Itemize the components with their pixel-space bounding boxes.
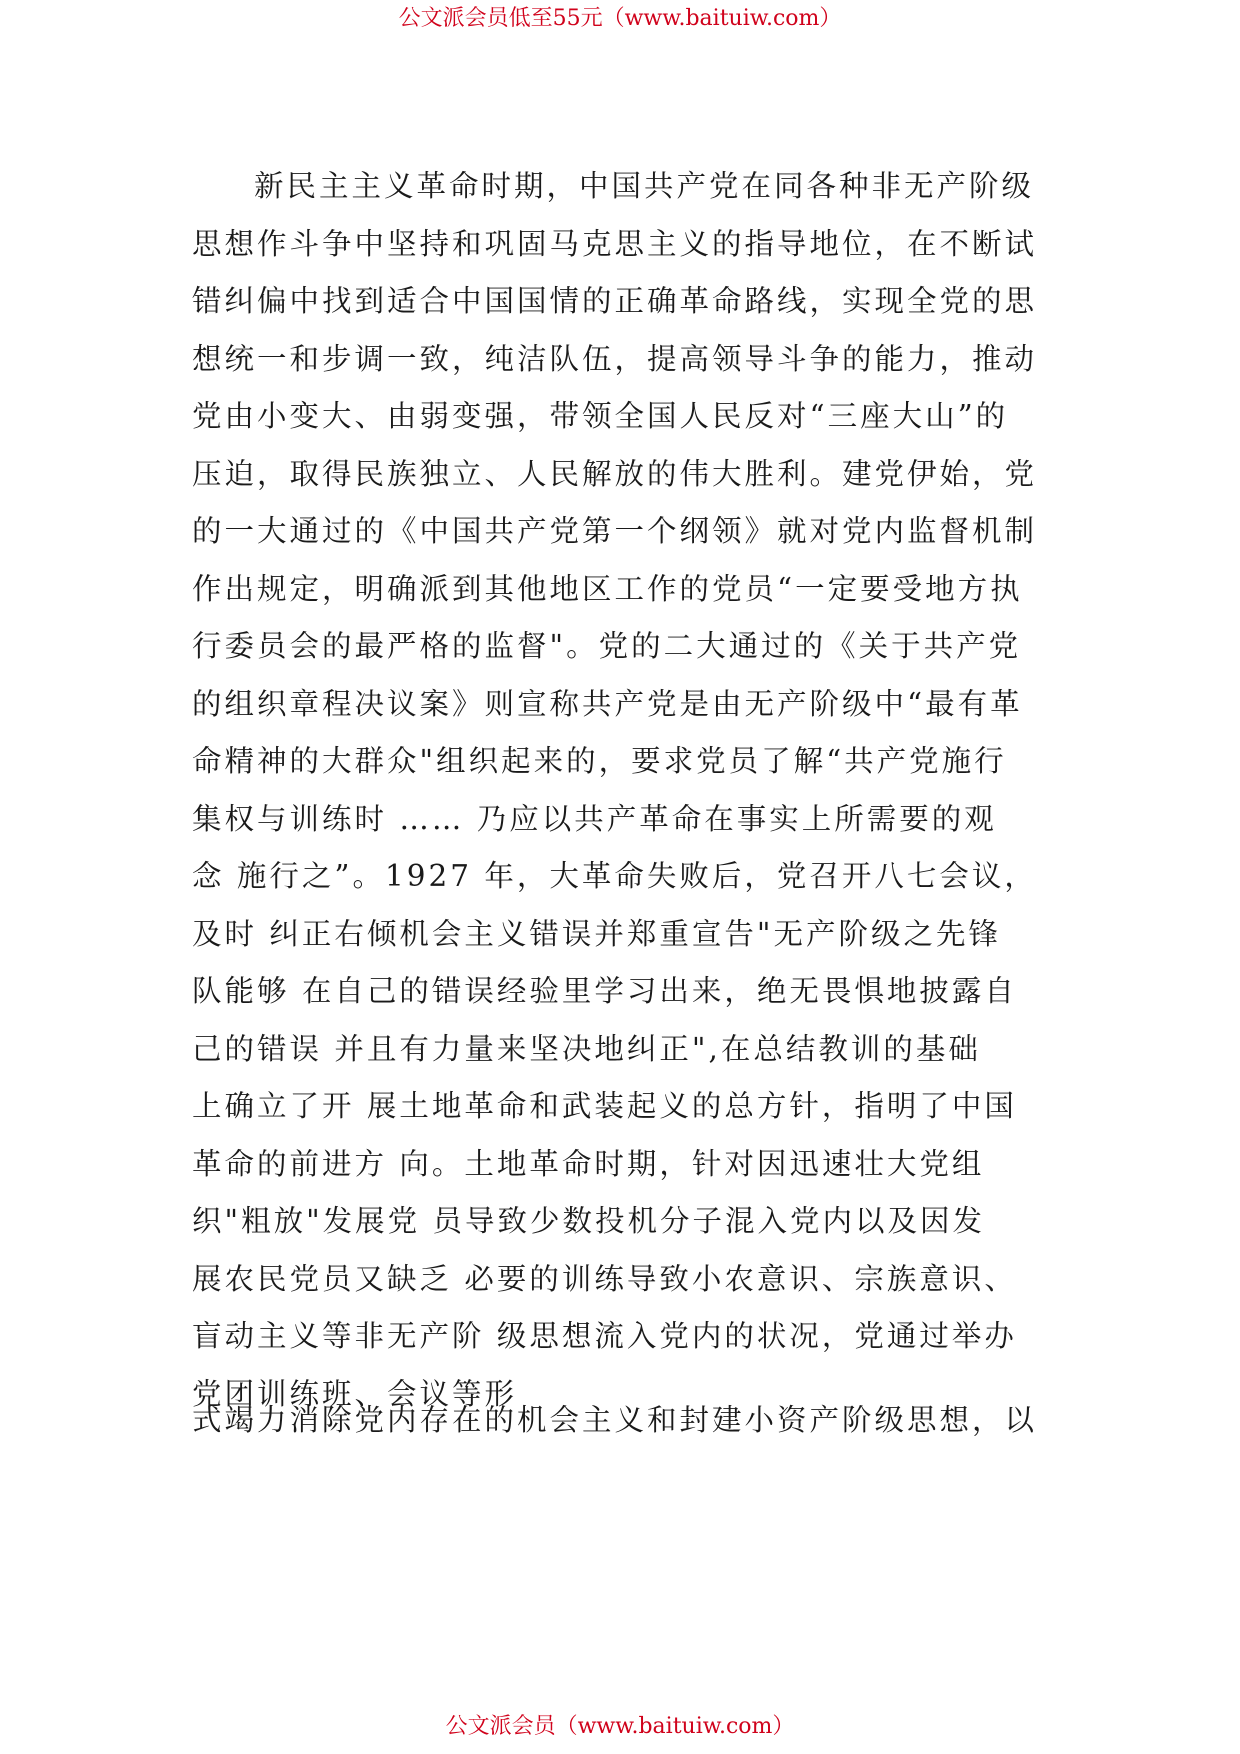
- footer-banner: 公文派会员（www.baituiw.com）: [445, 1714, 795, 1739]
- paragraph-line: 革命的前进方 向。土地革命时期，针对因迅速壮大党组: [192, 1146, 985, 1181]
- paragraph-line: 式竭力消除党内存在的机会主义和封建小资产阶级思想，以: [192, 1403, 1038, 1437]
- paragraph-line: 党团训练班、会议等形: [192, 1376, 518, 1411]
- paragraph-line: 念 施行之”。1927 年，大革命失败后，党召开八七会议，: [192, 859, 1037, 893]
- paragraph-line: 新民主主义革命时期，中国共产党在同各种非无产阶级: [254, 169, 1035, 203]
- paragraph-line: 集权与训练时 …… 乃应以共产革命在事实上所需要的观: [192, 801, 997, 836]
- paragraph-line: 作出规定，明确派到其他地区工作的党员“一定要受地方执: [192, 571, 1023, 606]
- paragraph-line: 想统一和步调一致，纯洁队伍，提高领导斗争的能力，推动: [192, 341, 1038, 376]
- paragraph-line: 盲动主义等非无产阶 级思想流入党内的状况，党通过举办: [192, 1319, 1017, 1353]
- paragraph-line: 压迫，取得民族独立、人民解放的伟大胜利。建党伊始，党: [192, 456, 1038, 491]
- paragraph-line: 织"粗放"发展党 员导致少数投机分子混入党内以及因发: [192, 1204, 986, 1238]
- paragraph-line: 错纠偏中找到适合中国国情的正确革命路线，实现全党的思: [192, 284, 1038, 318]
- paragraph-line: 命精神的大群众"组织起来的，要求党员了解“共产党施行: [192, 744, 1007, 778]
- paragraph-line: 的一大通过的《中国共产党第一个纲领》就对党内监督机制: [192, 514, 1038, 548]
- paragraph-line: 及时 纠正右倾机会主义错误并郑重宣告"无产阶级之先锋: [192, 916, 1001, 951]
- header-banner: 公文派会员低至55元（www.baituiw.com）: [398, 6, 842, 31]
- continuation-paragraph: [192, 1392, 1060, 1450]
- paragraph-line: 思想作斗争中坚持和巩固马克思主义的指导地位，在不断试: [192, 226, 1038, 261]
- paragraph-line: 的组织章程决议案》则宣称共产党是由无产阶级中“最有革: [192, 686, 1023, 721]
- document-body: [192, 158, 1060, 1423]
- paragraph-line: 展农民党员又缺乏 必要的训练导致小农意识、宗族意识、: [192, 1261, 1017, 1296]
- paragraph-line: 队能够 在自己的错误经验里学习出来，绝无畏惧地披露自: [192, 974, 1017, 1008]
- paragraph-line: 党由小变大、由弱变强，带领全国人民反对“三座大山”的: [192, 399, 1009, 433]
- paragraph-line: 己的错误 并且有力量来坚决地纠正",在总结教训的基础: [192, 1031, 981, 1066]
- paragraph-line: 上确立了开 展土地革命和武装起义的总方针，指明了中国: [192, 1089, 1017, 1123]
- paragraph-line: 行委员会的最严格的监督"。党的二大通过的《关于共产党: [192, 629, 1022, 663]
